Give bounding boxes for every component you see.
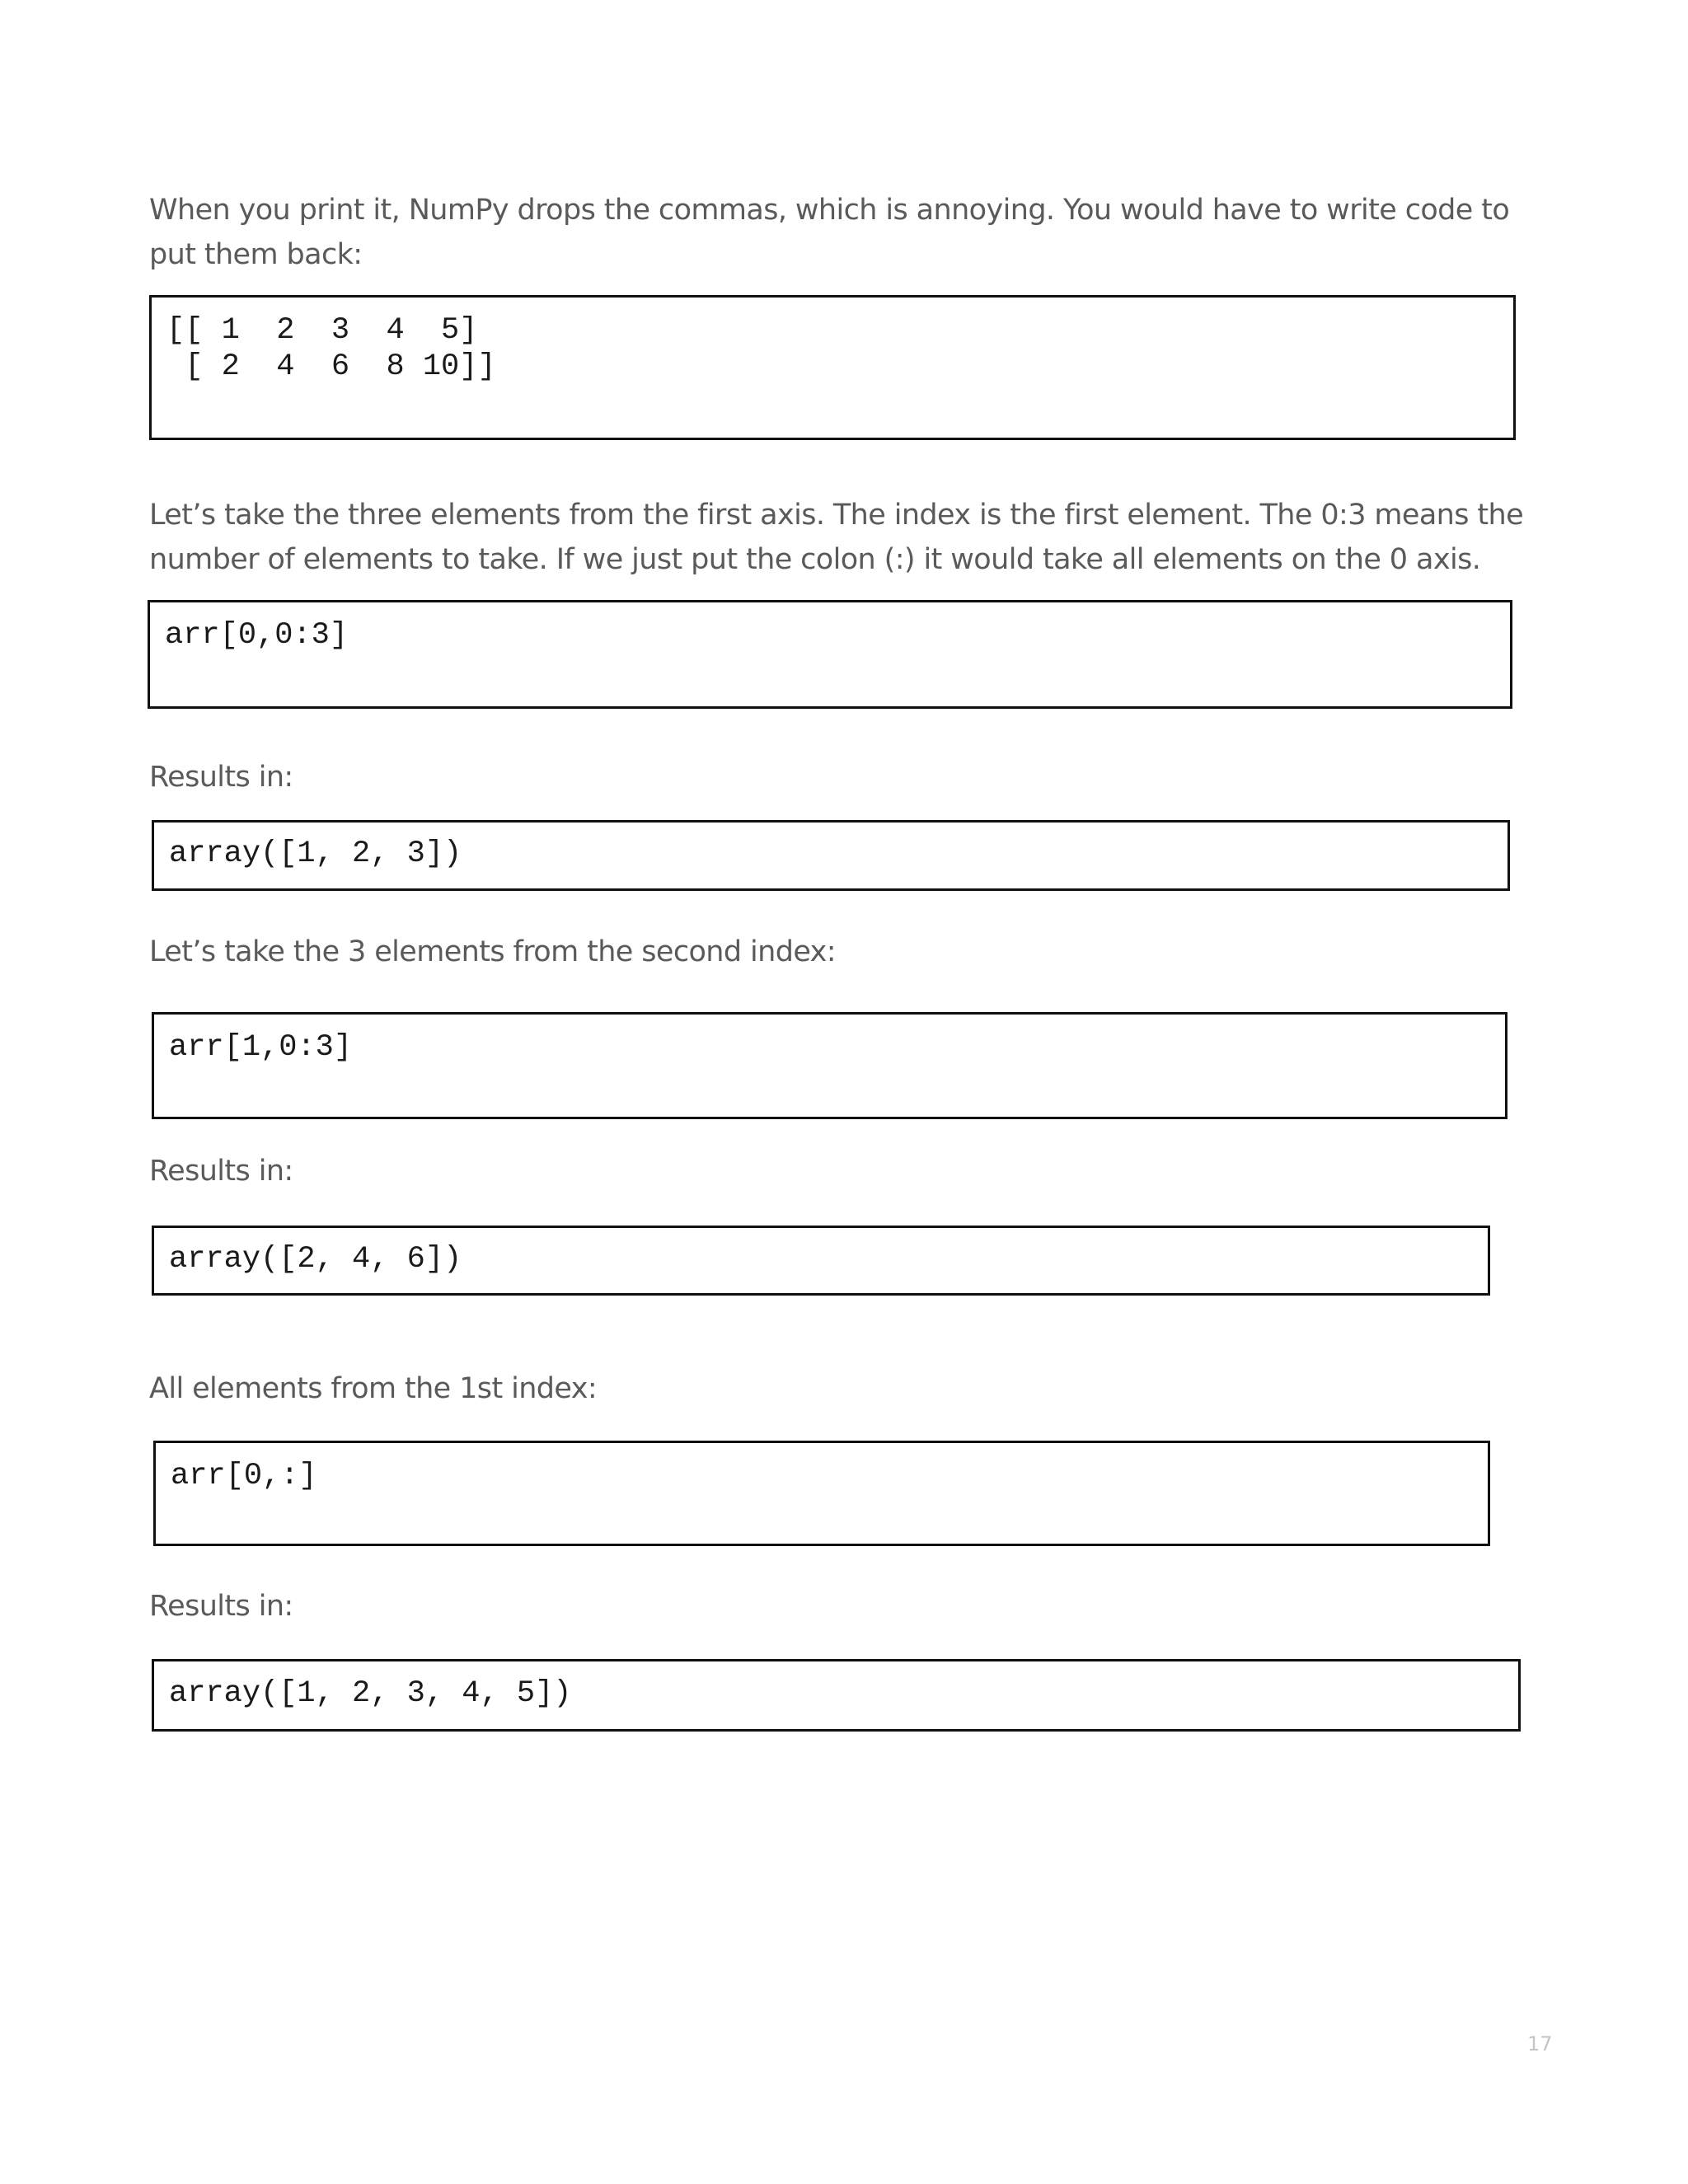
slice-all-code-block bbox=[153, 1441, 1490, 1546]
slice-first-code-block bbox=[148, 600, 1512, 709]
intro-paragraph: When you print it, NumPy drops the commas, which is annoying. You would have to write code to put them back: bbox=[149, 194, 1518, 271]
results-label-1: Results in: bbox=[149, 761, 293, 794]
slice-all-code: arr[0,:] bbox=[171, 1459, 317, 1493]
slice-first-code: arr[0,0:3] bbox=[165, 618, 349, 653]
second-index-paragraph: Let’s take the 3 elements from the second index: bbox=[149, 935, 836, 968]
results-label-3: Results in: bbox=[149, 1590, 293, 1623]
result-all-code-block bbox=[152, 1659, 1521, 1732]
result-all-code: array([1, 2, 3, 4, 5]) bbox=[169, 1676, 572, 1711]
result-first-code-block bbox=[152, 820, 1510, 891]
result-first-code: array([1, 2, 3]) bbox=[169, 837, 462, 871]
page-number: 17 bbox=[1527, 2032, 1553, 2055]
result-second-code: array([2, 4, 6]) bbox=[169, 1242, 462, 1277]
slice-second-code-block bbox=[152, 1012, 1507, 1119]
all-elements-paragraph: All elements from the 1st index: bbox=[149, 1372, 598, 1405]
printed-array-code-block bbox=[149, 295, 1516, 440]
first-axis-paragraph: Let’s take the three elements from the first axis. The index is the first element. The 0:3 means the number of elements to take. If we just put the colon (:) it would take all elements on the 0 axis. bbox=[149, 499, 1532, 576]
printed-array-code: [[ 1 2 3 4 5] [ 2 4 6 8 10]] bbox=[166, 313, 496, 384]
result-second-code-block bbox=[152, 1226, 1490, 1296]
slice-second-code: arr[1,0:3] bbox=[169, 1030, 353, 1065]
results-label-2: Results in: bbox=[149, 1155, 293, 1188]
